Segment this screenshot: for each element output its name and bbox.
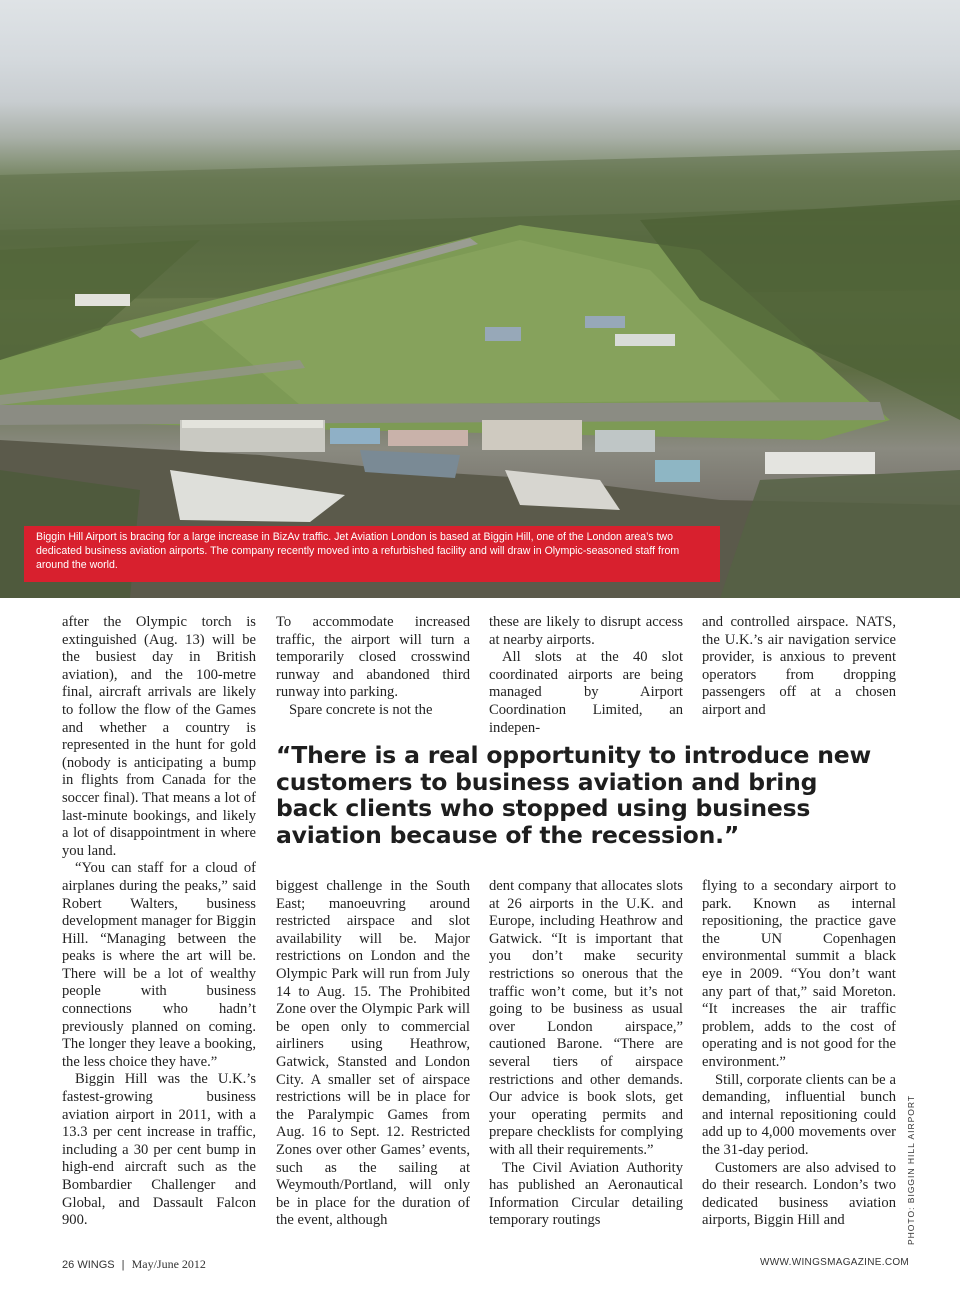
article-column-2-top [276,614,470,720]
paragraph: Still, corporate clients can be a demanding, influential bunch and internal repositioning could add up to 4,000 movements over the 31-day period. [702,1071,896,1158]
article-column-2-bottom [276,878,470,1230]
photo-credit: PHOTO: BIGGIN HILL AIRPORT [906,1094,916,1245]
article-column-3-top [489,614,683,737]
article-column-4-bottom [702,878,896,1230]
paragraph: To accommodate increased traffic, the airport will turn a temporarily closed crosswind runway and abandoned third runway into parking. [276,614,470,701]
article-column-3-bottom [489,878,683,1230]
paragraph: Spare concrete is not the [289,701,433,718]
folio-separator: | [121,1259,125,1271]
paragraph: after the Olympic torch is extinguished (Aug. 13) will be the busiest day in British aviation), and the 100-metre final, aircraft arrivals are likely to follow the flow of the Games and whether a country is represented in the hunt for gold (nobody is anticipating a bump in flights from Canada for the soccer final). That means a lot of last-minute bookings, and likely a lot of disappointment in where you land. [62,614,256,859]
paragraph: The Civil Aviation Authority has published an Aeronautical Information Circular detailing temporary routings [489,1159,683,1229]
issue-date: May/June 2012 [131,1257,206,1271]
page-number: 26 [62,1259,75,1271]
paragraph: biggest challenge in the South East; manoeuvring around restricted airspace and slot availability will be. Major restrictions on London and the Olympic Park will run from July 14 to Aug. 15. The Prohibited Zone over the Olympic Park will be open only to commercial airliners using Heathrow, Gatwick, Stansted and London City. A smaller set of airspace restrictions will be in place for the Paralympic Games from Aug. 16 to Sept. 12. Restricted Zones over other Games’ events, such as the sailing at Weymouth/Portland, will only be in place for the duration of the event, although [276,878,470,1229]
paragraph: these are likely to disrupt access at nearby airports. [489,614,683,648]
paragraph: dent company that allocates slots at 26 airports in the U.K. and Europe, including Heathrow and Gatwick. “It is important that you don’t make security restrictions so onerous that the traffic won’t come, but it’s not going to be business as usual over London airspace,” cautioned Barone. “There are several tiers of airspace restrictions and other demands. Our advice is book slots, get your operating permits and prepare checklists for complying with all their requirements.” [489,878,683,1158]
pull-quote: “There is a real opportunity to introduce new customers to business aviation and bring back clients who stopped using business aviation because of the recession.” [276,741,872,849]
paragraph: All slots at the 40 slot coordinated airports are being managed by Airport Coordination Limited, an indepen- [489,649,683,736]
article-column-4-top [702,614,896,720]
paragraph: and controlled airspace. NATS, the U.K.’s air navigation service provider, is anxious to prevent operators from dropping passengers off at a chosen airport and [702,614,896,718]
paragraph: “You can staff for a cloud of airplanes during the peaks,” said Robert Walters, business development manager for Biggin Hill. “Managing between the peaks is where the art will be. There will be a lot of wealthy people with business connections who hadn’t previously planned on coming. The longer they leave a booking, the less choice they have.” [62,860,256,1070]
aerial-airport-photo [0,0,960,598]
photo-caption [24,526,720,582]
paragraph: flying to a secondary airport to park. Known as internal repositioning, the practice gave the UN Copenhagen environmental summit a black eye in 2009. “You don’t want any part of that,” said Moreton. “It increases the air traffic problem, adds to the cost of operating and is not good for the environment.” [702,878,896,1070]
photo-caption-text: Biggin Hill Airport is bracing for a large increase in BizAv traffic. Jet Aviation London is based at Biggin Hill, one of the London area’s two dedicated business aviation airports. The company recently moved into a refurbished facility and will draw in Olympic-seasoned staff from around the world. [36,531,680,571]
paragraph: Customers are also advised to do their research. London’s two dedicated business aviation airports, Biggin Hill and [702,1159,896,1229]
paragraph: Biggin Hill was the U.K.’s fastest-growing business aviation airport in 2011, with a 13.3 per cent increase in traffic, including a 30 per cent bump in high-end aircraft such as the Bombardier Challenger and Global, and Dassault Falcon 900. [62,1071,256,1229]
aerial-airport-illustration [0,0,960,598]
magazine-name: WINGS [77,1259,115,1271]
page-folio [62,1257,206,1272]
article-column-1 [62,614,256,1254]
website-link[interactable]: WWW.WINGSMAGAZINE.COM [760,1257,910,1268]
